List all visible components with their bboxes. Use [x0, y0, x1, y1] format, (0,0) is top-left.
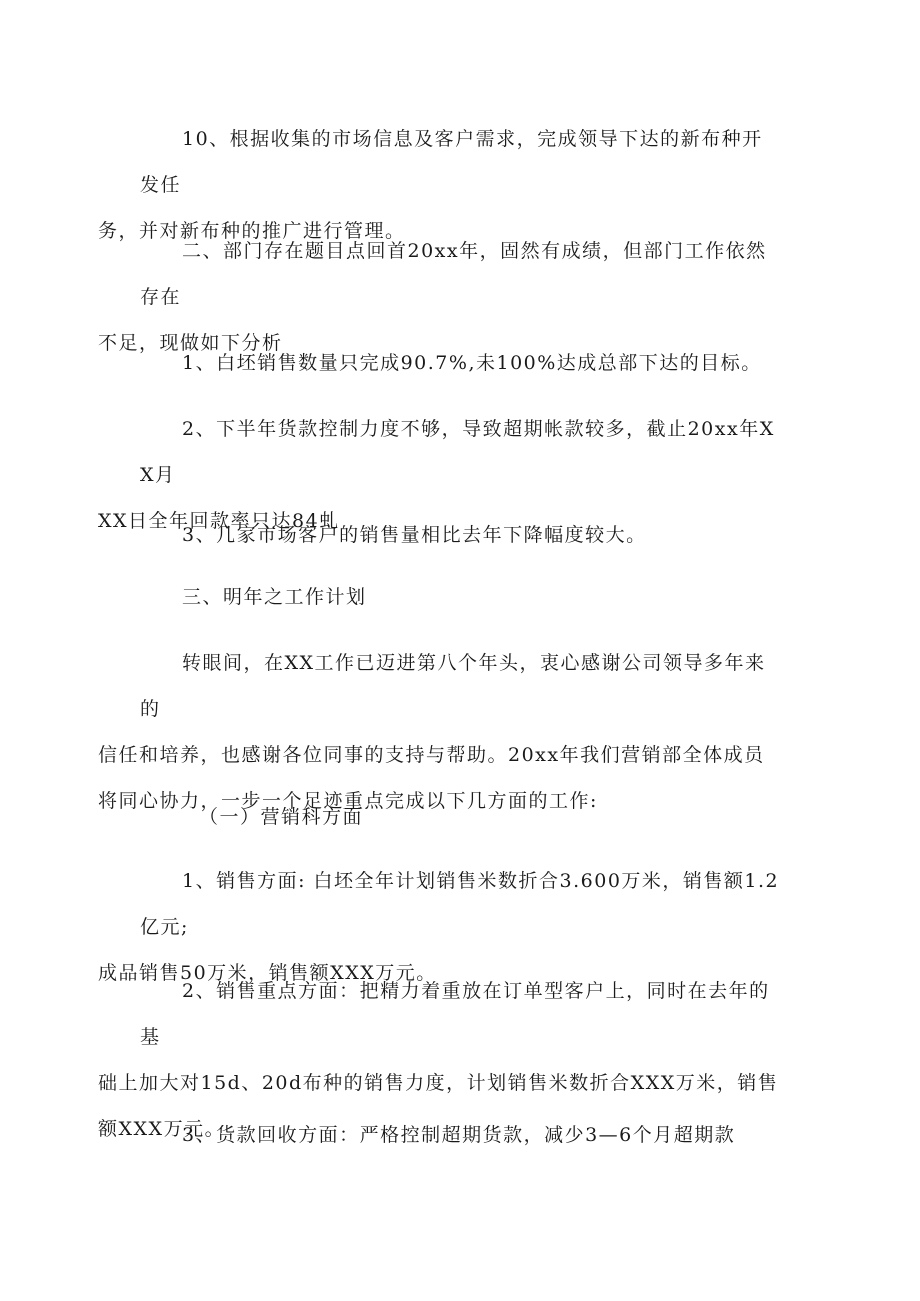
text-line: 2、下半年货款控制力度不够，导致超期帐款较多，截止20xx年XX月: [140, 418, 775, 486]
subsection-heading-1: [140, 794, 780, 840]
analysis-item-3: [140, 512, 780, 558]
text-line: 将同心协力，一步一个足迹重点完成以下几方面的工作:: [98, 790, 598, 812]
text-line: XX日全年回款率只达84虬: [98, 510, 340, 532]
text-line: 务，并对新布种的推广进行管理。: [98, 220, 406, 242]
text-line: 二、部门存在题目点回首20xx年，固然有成绩，但部门工作依然存在: [140, 240, 767, 308]
text-line: 10、根据收集的市场信息及客户需求，完成领导下达的新布种开发任: [140, 128, 763, 196]
plan-item-3: [140, 1112, 780, 1158]
text-line: 不足，现做如下分析: [98, 332, 283, 354]
text-line: 1、白坯销售数量只完成90.7%,未100%达成总部下达的目标。: [182, 352, 762, 374]
text-line: 成品销售50万米，销售额XXX万元。: [98, 962, 437, 984]
text-line: （一）营销科方面: [199, 806, 364, 828]
text-line: 转眼间，在XX工作已迈进第八个年头，衷心感谢公司领导多年来的: [140, 652, 766, 720]
text-line: 3、几家市场客户的销售量相比去年下降幅度较大。: [182, 524, 647, 546]
text-line: 础上加大对15d、20d布种的销售力度，计划销售米数折合XXX万米，销售: [98, 1072, 779, 1094]
text-line: 三、明年之工作计划: [182, 586, 367, 608]
text-line: 1、销售方面: 白坯全年计划销售米数折合3.600万米，销售额1.2亿元;: [140, 870, 780, 938]
text-line: 信任和培养，也感谢各位同事的支持与帮助。20xx年我们营销部全体成员: [98, 744, 765, 766]
section-heading-3: [140, 574, 780, 620]
text-line: 3、货款回收方面：严格控制超期货款，减少3—6个月超期款: [182, 1124, 736, 1146]
text-line: 2、销售重点方面：把精力着重放在订单型客户上，同时在去年的基: [140, 980, 770, 1048]
analysis-item-1: [140, 340, 780, 386]
text-line: 额XXX万元。: [98, 1118, 226, 1140]
